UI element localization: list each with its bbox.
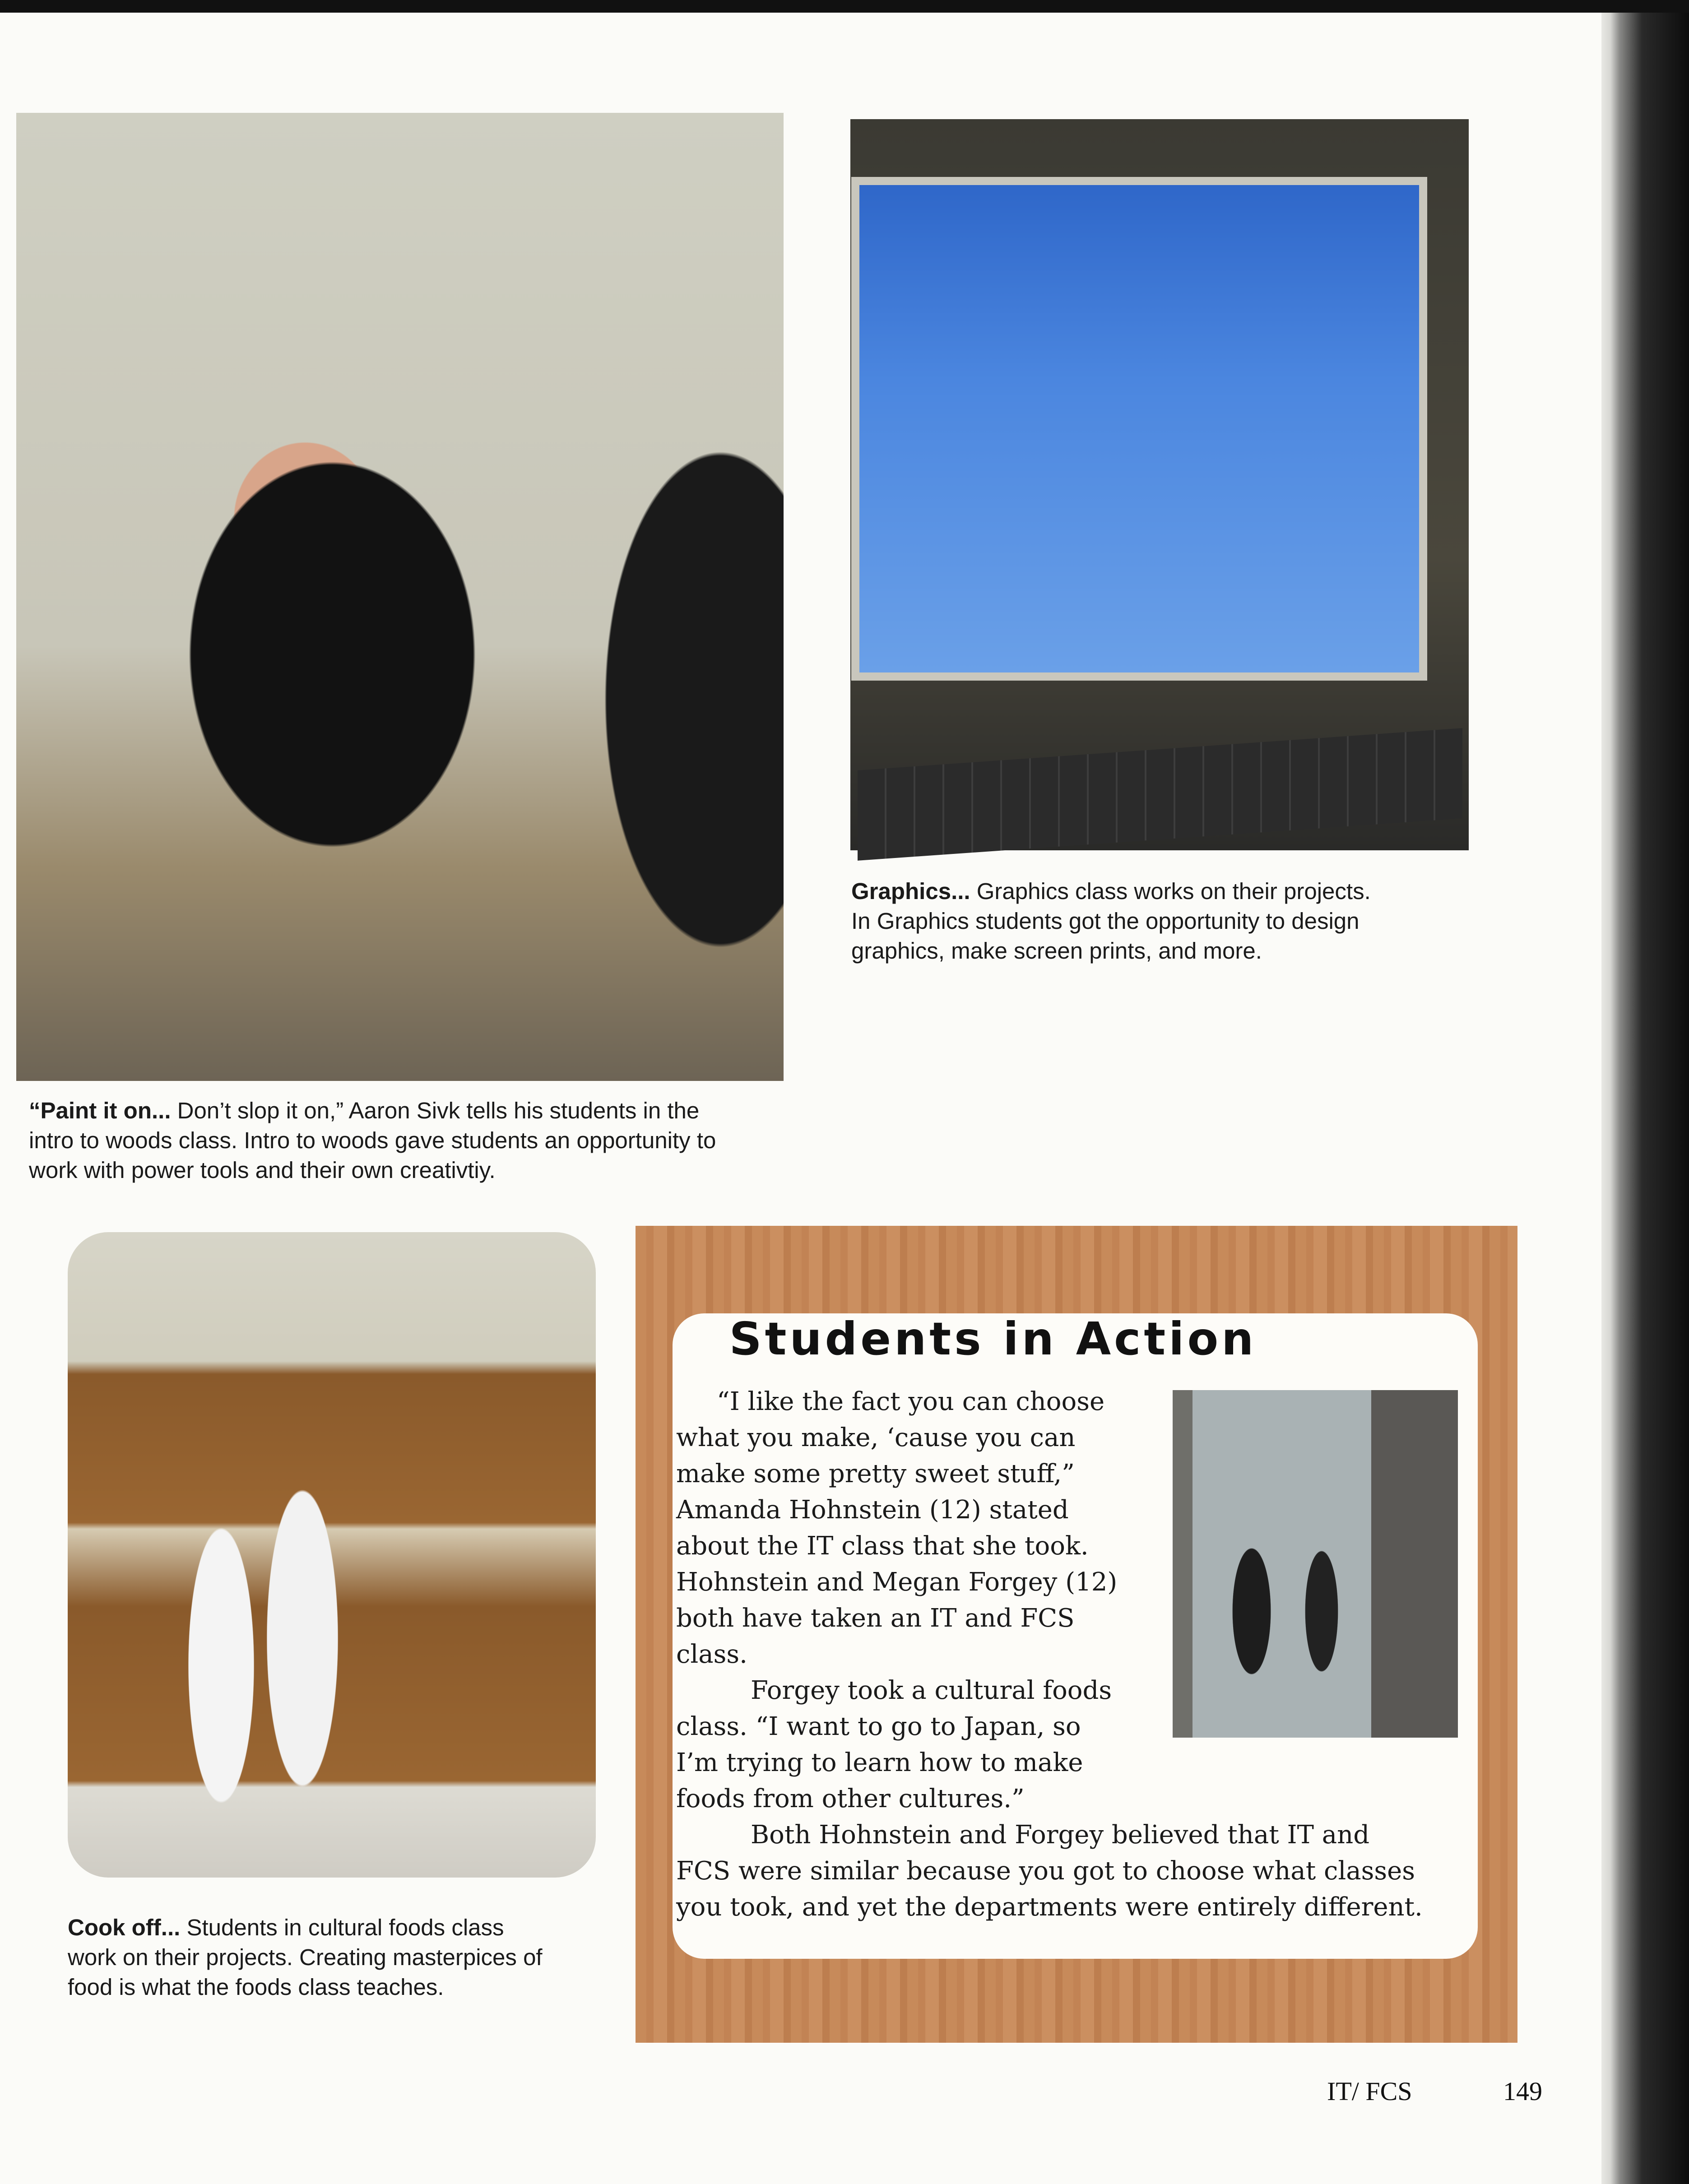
feature-line: about the IT class that she took.	[676, 1531, 1089, 1561]
feature-line: FCS were similar because you got to choose what classes	[676, 1856, 1415, 1886]
woods-caption-line: Don’t slop it on,” Aaron Sivk tells his students in the	[171, 1098, 700, 1123]
graphics-caption-lead: Graphics...	[851, 878, 970, 904]
woods-caption-line: work with power tools and their own creativtiy.	[29, 1157, 496, 1183]
feature-line: foods from other cultures.”	[676, 1784, 1025, 1813]
feature-line: what you make, ‘cause you can	[676, 1423, 1076, 1452]
woods-caption-line: intro to woods class. Intro to woods gave students an opportunity to	[29, 1127, 716, 1153]
woods-caption-lead: “Paint it on...	[29, 1098, 171, 1123]
feature-line: you took, and yet the departments were entirely different.	[676, 1892, 1423, 1922]
woods-class-photo	[16, 113, 784, 1081]
feature-line: Forgey took a cultural foods	[751, 1676, 1112, 1705]
feature-line: class. “I want to go to Japan, so	[676, 1712, 1081, 1741]
page-number: 149	[1503, 2077, 1542, 2106]
foods-caption-lead: Cook off...	[68, 1915, 181, 1940]
feature-line: both have taken an IT and FCS	[676, 1604, 1075, 1633]
foods-caption-line: work on their projects. Creating masterpices of	[68, 1944, 543, 1970]
foods-caption-line: Students in cultural foods class	[180, 1915, 504, 1940]
foods-class-photo	[68, 1232, 596, 1878]
book-spine	[1601, 13, 1689, 2184]
computer-monitor-screen	[851, 177, 1427, 681]
graphics-caption-line: Graphics class works on their projects.	[970, 878, 1371, 904]
feature-line: I’m trying to learn how to make	[676, 1748, 1083, 1777]
feature-line: Both Hohnstein and Forgey believed that IT and	[751, 1820, 1370, 1850]
graphics-caption-line: In Graphics students got the opportunity to design	[851, 908, 1360, 934]
graphics-caption	[851, 876, 1371, 966]
foods-caption	[68, 1913, 543, 2002]
feature-title: Students in Action	[729, 1312, 1257, 1365]
feature-line: Hohnstein and Megan Forgey (12)	[676, 1567, 1118, 1597]
foods-caption-line: food is what the foods class teaches.	[68, 1974, 444, 2000]
feature-line: “I like the fact you can choose	[717, 1387, 1105, 1416]
scan-top-rule	[0, 0, 1689, 13]
feature-line: class.	[676, 1640, 747, 1669]
section-label: IT/ FCS	[1327, 2077, 1412, 2106]
feature-line: Amanda Hohnstein (12) stated	[676, 1495, 1069, 1525]
feature-body-text	[676, 1384, 1423, 1925]
woods-caption	[29, 1096, 716, 1185]
feature-line: make some pretty sweet stuff,”	[676, 1459, 1075, 1488]
graphics-caption-line: graphics, make screen prints, and more.	[851, 938, 1262, 964]
